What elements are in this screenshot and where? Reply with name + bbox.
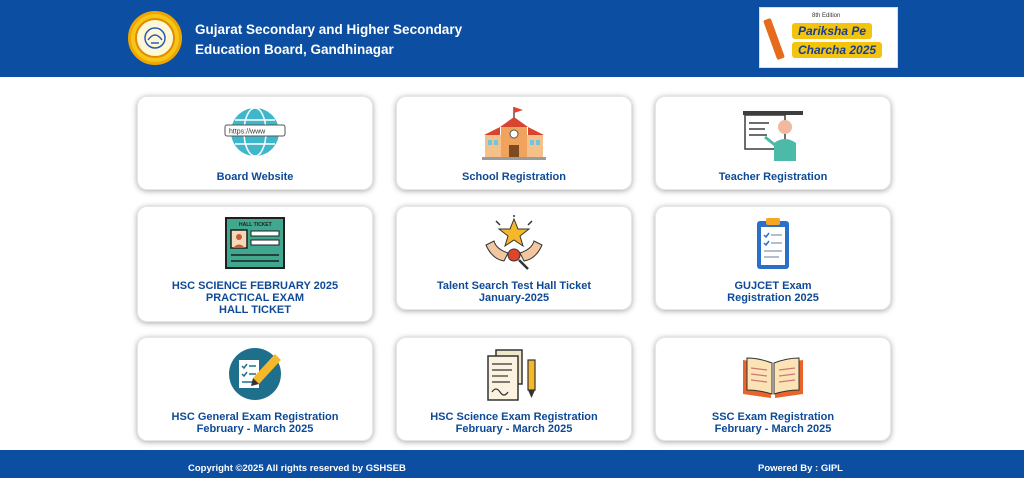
card-label: GUJCET Exam Registration 2025 xyxy=(727,280,819,304)
powered-by-text: Powered By : GIPL xyxy=(758,463,843,474)
board-title-line1: Gujarat Secondary and Higher Secondary xyxy=(195,22,463,37)
clipboard-icon xyxy=(741,215,805,271)
pariksha-pe-charcha-badge[interactable] xyxy=(759,7,898,68)
badge-edition: 8th Edition xyxy=(812,13,841,19)
hall-ticket-text: HALL TICKET xyxy=(239,222,272,228)
header-bar xyxy=(0,0,1024,77)
card-label: HSC General Exam Registration February - March 2025 xyxy=(171,411,339,435)
card-talent-search[interactable] xyxy=(396,206,632,310)
card-label: Talent Search Test Hall Ticket January-2025 xyxy=(436,280,592,304)
card-label: Board Website xyxy=(216,171,294,183)
card-board-website[interactable] xyxy=(137,96,373,190)
card-teacher-registration[interactable] xyxy=(655,96,891,190)
teacher-icon xyxy=(741,105,805,161)
board-title xyxy=(195,20,462,60)
card-school-registration[interactable] xyxy=(396,96,632,190)
footer-bar xyxy=(0,450,1024,478)
globe-url-text: https://www xyxy=(229,128,266,136)
card-hsc-science-registration[interactable] xyxy=(396,337,632,441)
globe-icon xyxy=(223,105,287,161)
exam-pen-icon xyxy=(223,346,287,402)
copyright-text: Copyright ©2025 All rights reserved by GSHSEB xyxy=(188,463,406,474)
board-title-line2: Education Board, Gandhinagar xyxy=(195,42,394,57)
badge-line1: Pariksha Pe xyxy=(792,23,872,39)
card-label: HSC Science Exam Registration February - March 2025 xyxy=(430,411,598,435)
open-book-icon xyxy=(741,346,805,402)
board-logo[interactable] xyxy=(128,11,182,65)
card-gujcet-registration[interactable] xyxy=(655,206,891,310)
hall-ticket-icon xyxy=(223,215,287,271)
card-hsc-science-hall-ticket[interactable] xyxy=(137,206,373,322)
badge-line2: Charcha 2025 xyxy=(792,42,882,58)
board-logo-emblem xyxy=(135,18,175,58)
card-hsc-general-registration[interactable] xyxy=(137,337,373,441)
talent-award-icon xyxy=(482,215,546,271)
school-icon xyxy=(482,105,546,161)
card-label: Teacher Registration xyxy=(718,171,828,183)
card-label: HSC SCIENCE FEBRUARY 2025 PRACTICAL EXAM HALL TICKET xyxy=(171,280,339,316)
card-label: School Registration xyxy=(462,171,566,183)
documents-icon xyxy=(482,346,546,402)
card-label: SSC Exam Registration February - March 2025 xyxy=(711,411,835,435)
pen-icon xyxy=(763,18,785,60)
card-ssc-registration[interactable] xyxy=(655,337,891,441)
emblem-icon xyxy=(142,25,168,51)
